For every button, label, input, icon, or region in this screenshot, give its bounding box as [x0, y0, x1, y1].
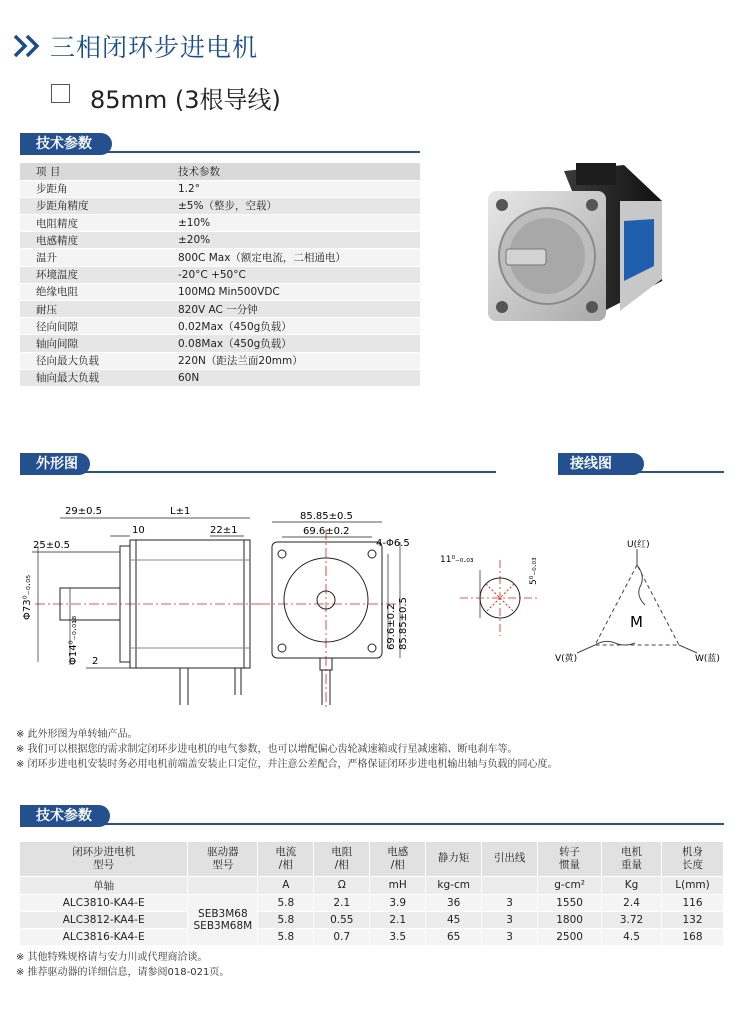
dim-2: 2 — [92, 656, 99, 667]
table-header-cell: 转子 惯量 — [538, 842, 602, 876]
section-wiring-header: 接线图 — [558, 453, 724, 475]
table-row — [20, 911, 724, 928]
wire-w-label: W(蓝) — [695, 654, 720, 664]
wire-v-label: V(黄) — [555, 654, 578, 664]
table-cell: 116 — [662, 894, 724, 911]
dim-73: Φ73⁰₋₀.₀₅ — [22, 574, 33, 620]
table-header-cell: 机身 长度 — [662, 842, 724, 876]
wiring-diagram — [555, 535, 725, 665]
spec-table — [20, 163, 420, 387]
table-cell: 步距角 — [20, 180, 162, 197]
table-cell: ALC3810-KA4-E — [20, 894, 188, 911]
table-row — [20, 894, 724, 911]
section-spec-header: 技术参数 — [20, 133, 420, 155]
checkbox[interactable] — [51, 84, 70, 103]
table-cell: 45 — [426, 911, 482, 928]
table-unit-cell: A — [258, 876, 314, 894]
section-spec2-header: 技术参数 — [20, 805, 724, 827]
table-row — [20, 283, 420, 300]
table-header-cell: 电机 重量 — [602, 842, 662, 876]
note-line: ※ 此外形图为单转轴产品。 — [16, 729, 138, 740]
motor-image — [484, 161, 674, 331]
table-cell: ALC3816-KA4-E — [20, 928, 188, 945]
table-cell: 0.7 — [314, 928, 370, 945]
table-cell: 3.5 — [370, 928, 426, 945]
table-row — [20, 352, 420, 369]
table-cell: 5.8 — [258, 894, 314, 911]
table-cell: 3 — [482, 894, 538, 911]
table-unit-cell — [482, 876, 538, 894]
table-cell: 径向最大负载 — [20, 352, 162, 369]
table-header-row — [20, 163, 420, 180]
note-line: ※ 闭环步进电机安装时务必用电机前端盖安装止口定位，并注意公差配合，严格保证闭环步进电机输出轴与负载的同心度。 — [16, 759, 558, 770]
table-row — [20, 232, 420, 249]
page-title: 三相闭环步进电机 — [50, 33, 259, 62]
table-row — [20, 197, 420, 214]
table-cell: 轴向间隙 — [20, 335, 162, 352]
dim-8585-side: 85.85±0.5 — [398, 597, 409, 650]
table-cell: 0.02Max（450g负载） — [162, 318, 420, 335]
table-header-cell: 电感 /相 — [370, 842, 426, 876]
table-header-row — [20, 842, 724, 876]
table-header-cell: 静力矩 — [426, 842, 482, 876]
table-row — [20, 266, 420, 283]
table-cell: 温升 — [20, 249, 162, 266]
dim-696-side: 69.6±0.2 — [386, 603, 397, 650]
table-row — [20, 928, 724, 945]
table-cell: 5.8 — [258, 911, 314, 928]
driver-cell: SEB3M68 SEB3M68M — [188, 894, 258, 945]
outline-drawing — [20, 500, 450, 710]
table-header-cell: 引出线 — [482, 842, 538, 876]
table-cell: 电感精度 — [20, 232, 162, 249]
table-header-cell: 闭环步进电机 型号 — [20, 842, 188, 876]
table-header-cell: 驱动器 型号 — [188, 842, 258, 876]
table-cell: 环境温度 — [20, 266, 162, 283]
table-cell: 800C Max（额定电流，二相通电） — [162, 249, 420, 266]
table-row — [20, 249, 420, 266]
table-cell: -20°C +50°C — [162, 266, 420, 283]
table-cell: 65 — [426, 928, 482, 945]
table-unit-cell: 单轴 — [20, 876, 188, 894]
table-cell: 60N — [162, 369, 420, 386]
table-cell: ±10% — [162, 215, 420, 232]
table-row — [20, 318, 420, 335]
chevron-right-icon — [13, 34, 43, 58]
shaft-section — [440, 540, 550, 640]
table-cell: 轴向最大负载 — [20, 369, 162, 386]
table-unit-cell — [188, 876, 258, 894]
dim-25: 25±0.5 — [33, 540, 71, 551]
table-cell: 0.55 — [314, 911, 370, 928]
dim-L: L±1 — [170, 506, 191, 517]
table-cell: 步距角精度 — [20, 197, 162, 214]
table-header-cell: 电阻 /相 — [314, 842, 370, 876]
note-line: ※ 我们可以根据您的需求制定闭环步进电机的电气参数，也可以增配偏心齿轮减速箱或行星减速箱、断电刹车等。 — [16, 744, 518, 755]
table-row — [20, 369, 420, 386]
dim-22: 22±1 — [210, 525, 238, 536]
table-unit-cell: L(mm) — [662, 876, 724, 894]
table-row — [20, 180, 420, 197]
table-unit-cell: mH — [370, 876, 426, 894]
table-cell: 2.4 — [602, 894, 662, 911]
table-cell: 3 — [482, 911, 538, 928]
table-cell: 100MΩ Min500VDC — [162, 283, 420, 300]
section-outline-header: 外形图 — [20, 453, 496, 475]
table-unit-cell: Ω — [314, 876, 370, 894]
dim-29: 29±0.5 — [65, 506, 103, 517]
table-row — [20, 335, 420, 352]
table-cell: 2500 — [538, 928, 602, 945]
table-cell: 1550 — [538, 894, 602, 911]
dim-14: Φ14⁰₋₀.₀₁₈ — [68, 615, 79, 665]
table-cell: 3.9 — [370, 894, 426, 911]
table-cell: 电阻精度 — [20, 215, 162, 232]
table-cell: 绝缘电阻 — [20, 283, 162, 300]
page-subtitle: 85mm (3根导线) — [90, 86, 281, 114]
table-cell: ALC3812-KA4-E — [20, 911, 188, 928]
table-cell: 5.8 — [258, 928, 314, 945]
table-cell: 36 — [426, 894, 482, 911]
table-unit-cell: g-cm² — [538, 876, 602, 894]
table-header-cell: 电流 /相 — [258, 842, 314, 876]
table-cell: 820V AC 一分钟 — [162, 301, 420, 318]
table-cell: ±20% — [162, 232, 420, 249]
table-unit-cell: kg-cm — [426, 876, 482, 894]
dim-5: 5⁰₋₀.₀₃ — [529, 557, 539, 585]
note-line: ※ 其他特殊规格请与安力川或代理商洽谈。 — [16, 952, 208, 963]
table-cell: 项 目 — [20, 163, 162, 180]
table-unit-cell: Kg — [602, 876, 662, 894]
notes-outline — [16, 727, 558, 772]
dim-8585-top: 85.85±0.5 — [300, 511, 353, 522]
table-cell: 耐压 — [20, 301, 162, 318]
table-cell: 2.1 — [314, 894, 370, 911]
table-row — [20, 301, 420, 318]
table-cell: 168 — [662, 928, 724, 945]
table-cell: 1.2° — [162, 180, 420, 197]
product-table — [20, 842, 724, 946]
table-cell: 132 — [662, 911, 724, 928]
table-cell: 3.72 — [602, 911, 662, 928]
table-cell: ±5%（整步，空载） — [162, 197, 420, 214]
table-cell: 1800 — [538, 911, 602, 928]
dim-hole: 4-Φ6.5 — [376, 538, 410, 549]
motor-symbol: M — [630, 613, 643, 631]
table-cell: 技术参数 — [162, 163, 420, 180]
notes-product — [16, 950, 229, 980]
note-line: ※ 推荐驱动器的详细信息，请参阅018-021页。 — [16, 967, 230, 978]
dim-10: 10 — [132, 525, 145, 536]
table-cell: 220N（距法兰面20mm） — [162, 352, 420, 369]
table-cell: 2.1 — [370, 911, 426, 928]
dim-696-top: 69.6±0.2 — [303, 526, 350, 537]
table-row — [20, 215, 420, 232]
table-cell: 0.08Max（450g负载） — [162, 335, 420, 352]
table-unit-row — [20, 876, 724, 894]
table-cell: 4.5 — [602, 928, 662, 945]
dim-11: 11⁰₋₀.₀₃ — [440, 555, 474, 565]
table-cell: 径向间隙 — [20, 318, 162, 335]
wire-u-label: U(红) — [627, 540, 650, 550]
table-cell: 3 — [482, 928, 538, 945]
